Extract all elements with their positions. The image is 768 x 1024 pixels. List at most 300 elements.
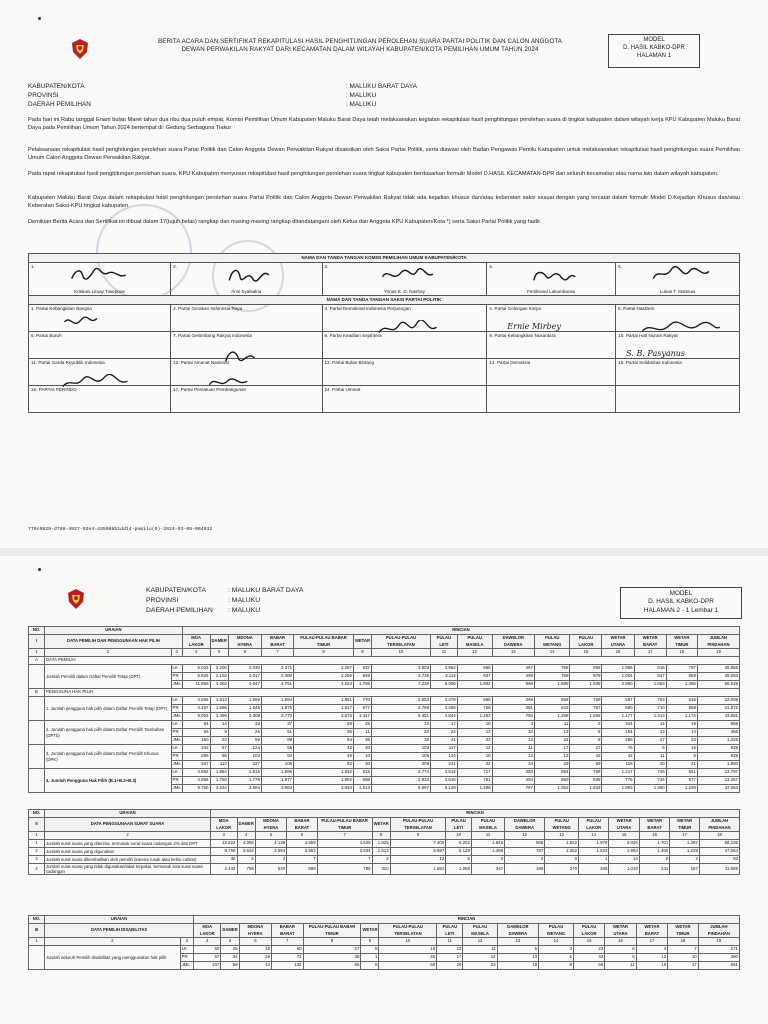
column-number: 14: [579, 832, 609, 840]
value-cell: 10: [668, 954, 699, 962]
value-cell: 12: [390, 856, 446, 864]
column-number: 12: [505, 832, 545, 840]
gender-cell: PR: [171, 753, 182, 761]
column-number: 2: [45, 938, 181, 946]
value-cell: 4.396: [237, 840, 255, 848]
column-header: MOA LAKOR: [211, 818, 238, 832]
signature-table: [28, 253, 740, 413]
value-cell: 11: [605, 962, 636, 970]
value-cell: 4.859: [287, 840, 318, 848]
party-name: 7. Partai Gelombang Rakyat Indonesia: [173, 333, 252, 338]
punch-mark: [38, 17, 41, 20]
value-cell: 11: [634, 753, 666, 761]
uraian-header: URAIAN: [45, 627, 183, 635]
value-cell: 2.774: [371, 769, 430, 777]
row-number-cell: [29, 721, 45, 745]
value-cell: 1.352: [534, 785, 569, 793]
value-cell: 23.797: [697, 769, 739, 777]
value-cell: 4.751: [261, 681, 293, 689]
column-header: BABAR BARAT: [287, 818, 318, 832]
value-cell: 1.935: [570, 681, 602, 689]
column-header: PULAU LAKOR: [573, 924, 604, 938]
value-cell: 19: [666, 721, 697, 729]
table-row: [29, 864, 740, 875]
value-cell: 1.894: [261, 697, 293, 705]
value-cell: 60: [379, 962, 437, 970]
value-cell: 11.958: [182, 681, 210, 689]
value-cell: 44: [239, 962, 271, 970]
column-header: PULAU LETI: [431, 635, 458, 649]
value-cell: 36: [353, 737, 371, 745]
party-name: 24. Partai Ummat: [324, 387, 361, 392]
value-cell: 33: [228, 721, 261, 729]
party-witness-cell: [171, 386, 322, 413]
value-cell: 734: [634, 777, 666, 785]
value-cell: 23: [457, 737, 492, 745]
party-witness-cell: [616, 305, 740, 332]
commission-member-name: Kristiani Lituay Tiwepooe: [74, 289, 125, 294]
field-value: : MALUKU BARAT DAYA: [228, 587, 304, 594]
value-cell: 770: [353, 697, 371, 705]
column-header: WETAR UTARA: [602, 635, 634, 649]
column-header: BABAR BARAT: [261, 635, 293, 649]
value-cell: 1.986: [261, 769, 293, 777]
value-cell: 1.816: [228, 769, 261, 777]
value-cell: 241: [431, 761, 458, 769]
value-cell: 4: [255, 856, 286, 864]
value-cell: 1.228: [670, 848, 700, 856]
col-no-header: NO.: [29, 916, 45, 924]
column-header: DAMER: [210, 635, 228, 649]
column-header: WETAR: [353, 635, 371, 649]
value-cell: 107: [194, 962, 221, 970]
column-number: 8: [303, 938, 361, 946]
section-title: DATA PEMILIH DISABILITAS: [45, 924, 194, 938]
gender-cell: PR: [171, 673, 182, 681]
column-number: 1: [29, 938, 45, 946]
col-no-header: NO.: [29, 627, 45, 635]
value-cell: 1.977: [261, 777, 293, 785]
value-cell: 865: [457, 665, 492, 673]
value-cell: 1.802: [457, 681, 492, 689]
value-cell: 787: [570, 705, 602, 713]
party-witness-cell: [616, 386, 740, 413]
value-cell: 11: [463, 946, 497, 954]
value-cell: 17: [437, 954, 463, 962]
value-cell: 698: [353, 777, 371, 785]
party-name: 12. Partai Amanat Nasional: [173, 360, 229, 365]
column-number: 17: [670, 832, 700, 840]
value-cell: 1.622: [545, 840, 579, 848]
value-cell: 3: [539, 946, 574, 954]
kpu-logo-icon: [70, 38, 90, 60]
column-number: 2: [45, 832, 211, 840]
column-number: 4: [194, 938, 221, 946]
column-header: PULAU LETI: [437, 924, 463, 938]
paragraph: Pada rapat rekapitulasi hasil penghitungan perolehan suara, KPU Kabupaten menyusun rekapitulasi hasil penghitungan perolehan suara tingkat kabupaten berdasarkan formulir Model D.HASIL KECAMATAN-DPR dari seluruh kecamatan atau nama lain dalam wilayah kabupaten.: [28, 171, 719, 177]
value-cell: 25: [221, 946, 239, 954]
value-cell: 27: [570, 745, 602, 753]
table-row: [29, 721, 740, 729]
value-cell: 6.033: [182, 665, 210, 673]
value-cell: 2.200: [210, 665, 228, 673]
value-cell: 29: [437, 962, 463, 970]
value-cell: 33: [666, 737, 697, 745]
column-header: MOA LAKOR: [182, 635, 210, 649]
table-row: [29, 840, 740, 848]
party-witness-cell: [322, 332, 487, 359]
value-cell: 5: [605, 954, 636, 962]
value-cell: 208: [371, 761, 430, 769]
gender-cell: PR: [171, 777, 182, 785]
value-cell: 12: [636, 954, 667, 962]
row-number-cell: 2: [29, 848, 45, 856]
column-number: 15: [609, 832, 639, 840]
value-cell: 1.513: [372, 848, 390, 856]
value-cell: 4.566: [182, 697, 210, 705]
value-cell: 816: [634, 665, 666, 673]
value-cell: 26: [228, 729, 261, 737]
commission-header: NAMA DAN TANDA TANGAN KOMISI PEMILIHAN UMUM KABUPATEN/KOTA: [29, 254, 740, 263]
value-cell: 0: [639, 856, 669, 864]
value-cell: 4.523: [294, 681, 354, 689]
row-number-cell: 4: [29, 864, 45, 875]
section-letter: A: [29, 657, 45, 665]
value-cell: 789: [534, 673, 569, 681]
value-cell: 88: [261, 737, 293, 745]
row-description: Jumlah surat suara dikembalikan oleh pemilih (karena rusak atau keliru coblos): [45, 856, 211, 864]
signature-scribble-icon: [329, 266, 483, 284]
value-cell: 30: [211, 856, 238, 864]
value-cell: 2.017: [228, 673, 261, 681]
signature-scribble-icon: [622, 266, 735, 284]
value-cell: 1.979: [579, 840, 609, 848]
column-number: 18: [699, 832, 739, 840]
value-cell: 798: [570, 769, 602, 777]
value-cell: 0: [471, 856, 504, 864]
value-cell: 2.466: [431, 705, 458, 713]
field-value: : MALUKU: [346, 92, 377, 99]
value-cell: 51: [261, 729, 293, 737]
value-cell: 758: [457, 705, 492, 713]
value-cell: 105: [371, 753, 430, 761]
value-cell: 369: [492, 697, 534, 705]
value-cell: 467: [492, 665, 534, 673]
value-cell: 717: [457, 769, 492, 777]
value-cell: 5: [539, 954, 574, 962]
party-witness-cell: [171, 332, 322, 359]
value-cell: 56.949: [697, 681, 739, 689]
column-header: WETAR UTARA: [609, 818, 639, 832]
value-cell: 2.030: [228, 665, 261, 673]
value-cell: 43: [294, 745, 354, 753]
value-cell: 3.770: [261, 713, 293, 721]
value-cell: 797: [666, 665, 697, 673]
party-name: 10. Partai Hati Nurani Rakyat: [618, 333, 678, 338]
value-cell: 1: [579, 856, 609, 864]
value-cell: 12.222: [211, 840, 238, 848]
value-cell: 20: [371, 729, 430, 737]
value-cell: 1.993: [602, 785, 634, 793]
value-cell: 132: [272, 962, 304, 970]
column-header: WETAR: [372, 818, 390, 832]
value-cell: 1.498: [457, 785, 492, 793]
gender-cell: JML: [171, 681, 182, 689]
value-cell: 41: [431, 737, 458, 745]
row-description: Jumlah Pemilih dalam Daftar Pemilih Tetap (DPT): [45, 665, 172, 689]
signer-number: 4.: [489, 264, 494, 269]
column-header: WETAR TIMUR: [668, 924, 699, 938]
column-header: WETAR BARAT: [636, 924, 667, 938]
party-witness-cell: [322, 386, 487, 413]
handwritten-name: Ernie Mirbey: [507, 322, 561, 331]
column-number: 6: [228, 649, 261, 657]
column-number: 15: [573, 938, 604, 946]
paragraph: Demikian Berita Acara dan Sertifikat ini dibuat dalam 17(tujuh belas) rangkap dan masing-masing rangkap ditandatangani oleh Ketua dan Anggota KPU Kabupaten/Kota *) serta Saksi Partai Politik yang hadir.: [28, 219, 542, 225]
value-cell: 847: [634, 673, 666, 681]
gender-cell: LK: [180, 946, 194, 954]
column-number: 11: [437, 938, 463, 946]
value-cell: 4.047: [228, 681, 261, 689]
signer-number: 5.: [618, 264, 623, 269]
column-number: 2: [45, 649, 172, 657]
commission-member-name: Ansi Syalsalna: [231, 289, 262, 294]
value-cell: 616: [666, 697, 697, 705]
value-cell: 60: [272, 946, 304, 954]
value-cell: 1.633: [570, 785, 602, 793]
value-cell: 13: [492, 737, 534, 745]
value-cell: 0: [545, 856, 579, 864]
section-number: I: [29, 635, 45, 649]
party-name: 16. PARTAI PERINDO: [31, 387, 77, 392]
value-cell: 849: [353, 673, 371, 681]
value-cell: 93: [699, 856, 739, 864]
value-cell: 1.750: [210, 777, 228, 785]
column-header: PULAU-PULAU BABAR TIMUR: [294, 635, 354, 649]
column-number: 5: [210, 649, 228, 657]
value-cell: 43.881: [697, 713, 739, 721]
value-cell: 937: [457, 673, 492, 681]
value-cell: 1.004: [602, 673, 634, 681]
field-label: PROVINSI: [28, 92, 59, 99]
value-cell: 498: [602, 737, 634, 745]
value-cell: 1.298: [534, 713, 569, 721]
ballot-usage-table: [28, 809, 740, 875]
value-cell: 8: [539, 962, 574, 970]
table-row: [29, 946, 740, 954]
value-cell: 72: [272, 954, 304, 962]
column-header: MDONA HYERA: [228, 635, 261, 649]
party-name: 1. Partai Kebangkitan Bangsa: [31, 306, 92, 311]
column-number: 18: [666, 649, 697, 657]
value-cell: 666: [534, 697, 569, 705]
value-cell: 18: [239, 946, 271, 954]
value-cell: 13: [492, 753, 534, 761]
section-label: PENGGUNA HAK PILIH: [45, 689, 740, 697]
value-cell: 13: [497, 954, 539, 962]
value-cell: 154: [602, 729, 634, 737]
commission-signature-cell: [487, 263, 616, 296]
signer-number: 2.: [173, 264, 177, 269]
value-cell: 2.442: [211, 864, 238, 875]
value-cell: 1.884: [210, 769, 228, 777]
value-cell: 118: [602, 761, 634, 769]
value-cell: 787: [505, 848, 545, 856]
value-cell: 2.653: [371, 697, 430, 705]
column-header: PULAU MASELA: [463, 924, 497, 938]
value-cell: 38: [303, 954, 361, 962]
value-cell: 2.512: [431, 769, 458, 777]
table-row: [29, 856, 740, 864]
commission-member-name: Yonas E. D. Nashay: [383, 289, 425, 294]
value-cell: 3.678: [294, 713, 354, 721]
party-name: 15. Partai Solidaritas Indonesia: [618, 360, 682, 365]
value-cell: 2.378: [431, 697, 458, 705]
column-number: 10: [371, 649, 430, 657]
value-cell: 28: [294, 721, 354, 729]
column-number: 16: [602, 649, 634, 657]
value-cell: 3.114: [431, 673, 458, 681]
row-description: 3. Jumlah pengguna hak pilih dalam Daftar Pemilih Khusus (DPK): [45, 745, 172, 769]
value-cell: 28.093: [697, 673, 739, 681]
value-cell: 27: [303, 946, 361, 954]
column-number: 13: [492, 649, 534, 657]
value-cell: 49: [294, 753, 354, 761]
column-number: 4: [237, 832, 255, 840]
column-header: DAWELOR DAWERA: [497, 924, 539, 938]
document-title: [140, 38, 580, 55]
column-number: 11: [471, 832, 504, 840]
paragraph: Kabupaten Maluku Barat Daya dalam rekapitulasi hasil penghitungan perolehan suara Partai Politik dan Calon Anggota Dewan Perwakilan Rakyat tidak ada kejadian khusus dan/atau keberatan saksi sesuai dengan yang tercatat dalam formulir Model D.Kejadian Khusus dan/atau Keberatan Saksi-KPU tingkat kabupaten.: [28, 195, 740, 210]
value-cell: 2.380: [261, 673, 293, 681]
value-cell: 11.069: [699, 864, 739, 875]
value-cell: 1.861: [294, 697, 354, 705]
party-name: 14. Partai Demokrat: [489, 360, 531, 365]
column-header: WETAR BARAT: [639, 818, 669, 832]
value-cell: 776: [602, 777, 634, 785]
value-cell: 23.267: [697, 777, 739, 785]
value-cell: 84: [182, 721, 210, 729]
row-description: 1. Jumlah pengguna hak pilih dalam Daftar Pemilih Tetap (DPT): [45, 697, 172, 721]
column-number: 19: [698, 938, 739, 946]
row-number-cell: 3: [29, 856, 45, 864]
value-cell: 3: [492, 721, 534, 729]
model-line: HALAMAN 2 - 1 Lembar 1: [643, 606, 719, 614]
column-header: PULAU LAKOR: [579, 818, 609, 832]
value-cell: 344: [602, 721, 634, 729]
column-header: PULAU WETANG: [534, 635, 569, 649]
value-cell: 769: [570, 697, 602, 705]
column-number: 17: [634, 649, 666, 657]
value-cell: 9: [210, 729, 228, 737]
header-fields: [146, 587, 406, 617]
value-cell: 13: [534, 729, 569, 737]
value-cell: 27: [634, 737, 666, 745]
signature-scribble-icon: [177, 266, 317, 284]
party-witness-cell: [29, 386, 171, 413]
value-cell: 1.845: [471, 840, 504, 848]
value-cell: 859: [697, 721, 739, 729]
column-header: MDONA HYERA: [239, 924, 271, 938]
value-cell: 3.963: [287, 848, 318, 856]
value-cell: 7: [287, 856, 318, 864]
value-cell: 76: [602, 745, 634, 753]
commission-member-name: Lukas T. Maltouw: [659, 289, 696, 294]
row-description: 4. Jumlah Pengguna Hak Pilih (B.1+B.2+B.3): [45, 769, 172, 793]
table-row: [29, 848, 740, 856]
section-number: III: [29, 924, 45, 938]
value-cell: 10: [457, 753, 492, 761]
value-cell: 4.626: [317, 840, 372, 848]
value-cell: 1.663: [634, 681, 666, 689]
value-cell: 2.256: [294, 673, 354, 681]
party-witness-cell: [29, 332, 171, 359]
column-number: 6: [287, 832, 318, 840]
value-cell: 889: [287, 864, 318, 875]
model-line: D. HASIL KABKO-DPR: [623, 44, 685, 51]
column-number: 12: [457, 649, 492, 657]
value-cell: 5.128: [446, 848, 472, 856]
value-cell: 57: [210, 745, 228, 753]
value-cell: 23: [210, 737, 228, 745]
value-cell: 11: [534, 721, 569, 729]
column-header: JUMLAH PINDAHAN: [698, 924, 739, 938]
value-cell: 6: [361, 962, 379, 970]
column-number: 5: [255, 832, 286, 840]
column-number: 1: [29, 832, 45, 840]
value-cell: 956: [570, 665, 602, 673]
value-cell: 710: [634, 705, 666, 713]
value-cell: 1.585: [534, 681, 569, 689]
value-cell: 577: [666, 777, 697, 785]
party-witness-cell: [487, 322, 616, 359]
value-cell: 4.844: [431, 713, 458, 721]
value-cell: 47.064: [699, 848, 739, 856]
value-cell: 29: [534, 761, 569, 769]
value-cell: 6: [605, 946, 636, 954]
value-cell: 9.750: [211, 848, 238, 856]
value-cell: 979: [570, 673, 602, 681]
rincian-header: RINCIAN: [194, 916, 740, 924]
value-cell: 24: [534, 737, 569, 745]
value-cell: 92: [294, 761, 354, 769]
value-cell: 659: [666, 673, 697, 681]
field-value: : MALUKU: [228, 607, 261, 614]
value-cell: 1.413: [634, 713, 666, 721]
value-cell: 580: [602, 705, 634, 713]
column-number: 15: [570, 649, 602, 657]
value-cell: 383: [492, 769, 534, 777]
column-header: JUMLAH PINDAHAN: [697, 635, 739, 649]
value-cell: 14: [210, 721, 228, 729]
value-cell: 661: [698, 962, 739, 970]
value-cell: 3.594: [255, 848, 286, 856]
party-witness-cell: [487, 386, 616, 413]
title-line: DEWAN PERWAKILAN RAKYAT DARI KECAMATAN DALAM WILAYAH KABUPATEN/KOTA PEMILIHAN UMUM TAHUN 2024: [181, 46, 539, 54]
party-name: 2. Partai Gerakan Indonesia Raya: [173, 306, 243, 311]
gender-cell: LK: [171, 745, 182, 753]
value-cell: 381: [492, 705, 534, 713]
value-cell: 1.325: [697, 737, 739, 745]
value-cell: 2.798: [371, 705, 430, 713]
value-cell: 59: [228, 737, 261, 745]
value-cell: 124: [431, 753, 458, 761]
rincian-header: RINCIAN: [182, 627, 739, 635]
value-cell: 15: [379, 946, 437, 954]
column-header: PULAU LETI: [446, 818, 472, 832]
value-cell: 1.352: [545, 848, 579, 856]
value-cell: 12: [437, 946, 463, 954]
